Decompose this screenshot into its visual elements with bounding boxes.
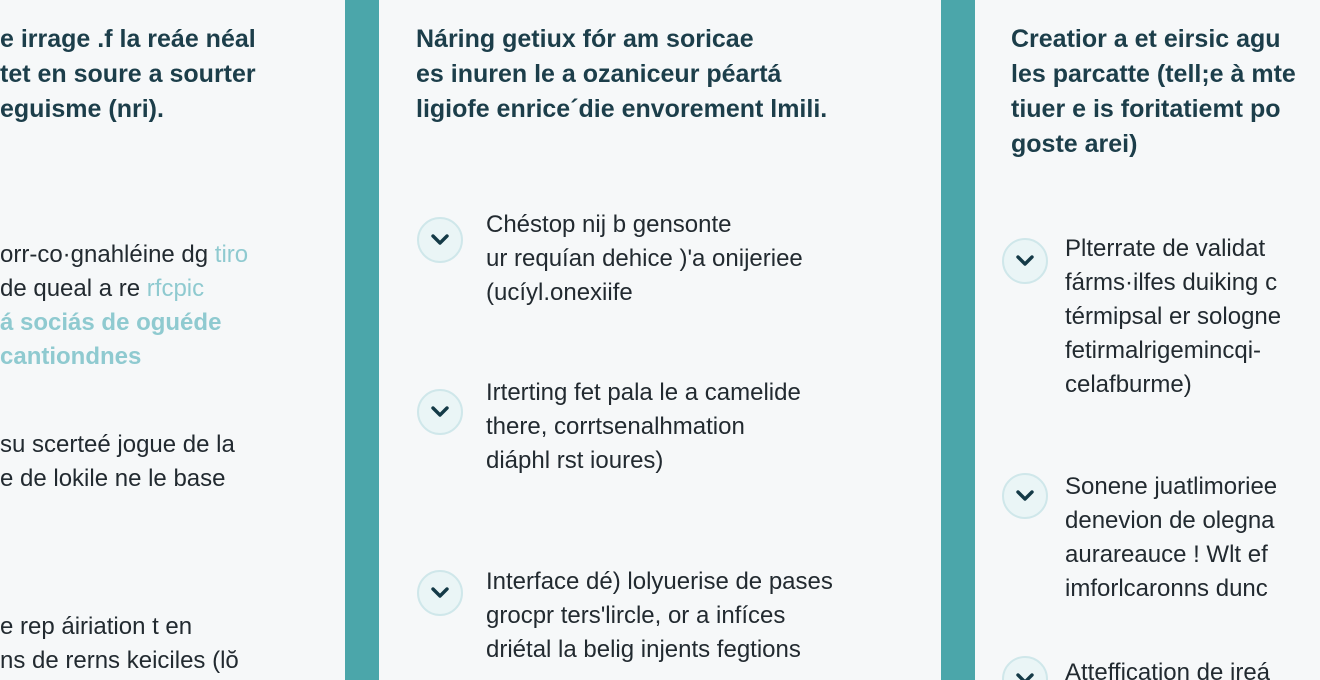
item-text: de queal a re [0,275,141,302]
heading-line: eguisme (nri). [0,95,164,123]
heading-line: les parcatte (tell;e à mte [1011,60,1296,88]
item-text: orr-co·gnahléine dg [0,241,209,268]
item-text: imforlcaronns dunc [1065,575,1268,602]
item-text: su scerteé jogue de la [0,431,235,458]
heading-line: tiuer e is foritatiemt po [1011,95,1281,123]
list-item [0,610,239,678]
item-text: Chéstop nij b gensonte [486,211,732,238]
column-divider [941,0,975,680]
item-faded-text: tiro [214,241,249,268]
column-heading [1011,22,1296,162]
item-text: diáphl rst ioures) [486,447,664,474]
heading-line: ligiofe enrice´die envorement lmili. [416,95,828,123]
item-text: ns de rerns keiciles (lŏ [0,647,239,674]
column-left [0,0,345,680]
item-text: Plterrate de validat [1065,235,1266,262]
chevron-down-icon[interactable] [1002,473,1048,519]
item-text: térmipsal er sologne [1065,303,1282,330]
item-text: fárms·ilfes duiking c [1065,269,1278,296]
list-item [486,565,833,667]
column-center [379,0,941,680]
column-divider [345,0,379,680]
list-item [0,238,248,374]
chevron-down-icon[interactable] [417,217,463,263]
heading-line: e irrage .f la reáe néal [0,25,256,53]
item-text: e rep áiriation t en [0,613,193,640]
list-item [1065,232,1281,402]
item-text: celafburme) [1065,371,1192,398]
heading-line: Creatior a et eirsic agu [1011,25,1281,53]
item-faded-text: rfcpic [146,275,205,302]
heading-line: goste arei) [1011,130,1138,158]
list-item [1065,656,1270,680]
heading-line: es inuren le a ozaniceur péartá [416,60,782,88]
item-faded-text: cantiondnes [0,343,142,370]
item-text: aurareauce ! Wlt ef [1065,541,1268,568]
column-right [975,0,1320,680]
column-heading [0,22,256,127]
list-item [486,376,801,478]
list-item [486,208,803,310]
item-text: ur requían dehice )'a onijeriee [486,245,803,272]
item-text: e de lokile ne le base [0,465,226,492]
chevron-down-icon[interactable] [417,570,463,616]
item-text: Interface dé) lolyuerise de pases [486,568,833,595]
chevron-down-icon[interactable] [1002,238,1048,284]
item-text: Irterting fet pala le a camelide [486,379,801,406]
heading-line: Náring getiux fór am soricae [416,25,754,53]
item-text: there, corrtsenalhmation [486,413,745,440]
item-text: Sonene juatlimoriee [1065,473,1278,500]
item-text: fetirmalrigemincqi- [1065,337,1262,364]
item-text: denevion de olegna [1065,507,1275,534]
item-text: driétal la belig injents fegtions [486,636,801,663]
chevron-down-icon[interactable] [1002,656,1048,680]
heading-line: tet en soure a sourter [0,60,256,88]
item-faded-text: á sociás de oguéde [0,309,222,336]
list-item [0,428,235,496]
list-item [1065,470,1277,606]
item-text: (ucíyl.onexiife [486,279,633,306]
item-text: Atteffication de ireá [1065,659,1271,680]
chevron-down-icon[interactable] [417,389,463,435]
item-text: grocpr ters'lircle, or a infíces [486,602,786,629]
column-heading [416,22,827,127]
